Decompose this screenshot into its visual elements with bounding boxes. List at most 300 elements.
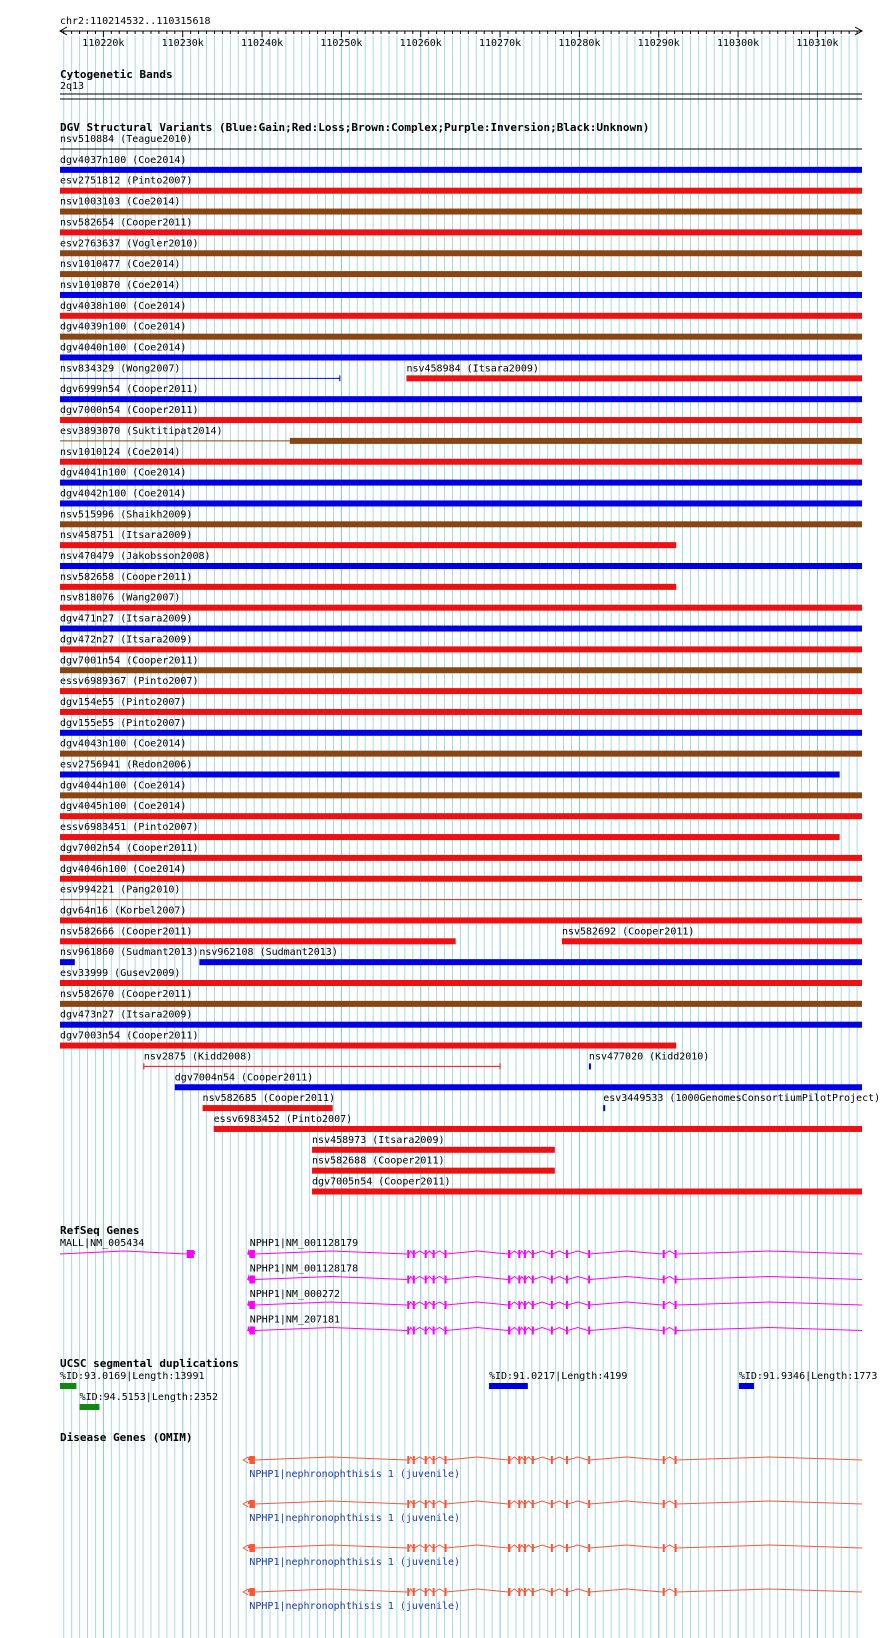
dgv-feature-label: dgv4043n100 (Coe2014) [60, 738, 187, 750]
dgv-feature-bar [60, 271, 862, 277]
omim-exon [551, 1500, 553, 1508]
dgv-feature-bar [60, 229, 862, 235]
ruler-tick-label: 110310k [796, 38, 839, 49]
dgv-feature-label: dgv6999n54 (Cooper2011) [60, 384, 199, 396]
ruler-tick-label: 110250k [320, 38, 363, 49]
dgv-feature[interactable] [60, 322, 862, 340]
omim-exon [663, 1500, 665, 1508]
omim-exon [532, 1500, 534, 1508]
omim-exon [407, 1500, 409, 1508]
dgv-feature[interactable] [60, 905, 862, 923]
dgv-feature-label: nsv818076 (Wang2007) [60, 592, 181, 604]
omim-exon [508, 1500, 510, 1508]
dgv-feature[interactable] [60, 280, 862, 298]
ruler-track [60, 16, 862, 49]
omim-exon [445, 1588, 447, 1596]
dgv-feature-label: nsv834329 (Wong2007) [60, 363, 181, 375]
dgv-feature-label: dgv155e55 (Pinto2007) [60, 717, 187, 729]
dgv-feature-label: dgv7005n54 (Cooper2011) [312, 1176, 451, 1188]
dgv-feature-label: dgv471n27 (Itsara2009) [60, 613, 193, 625]
omim-exon [425, 1544, 427, 1552]
omim-exon [425, 1588, 427, 1596]
refseq-exon [532, 1327, 534, 1335]
omim-gene[interactable] [243, 1588, 862, 1612]
omim-exon [518, 1500, 520, 1508]
refseq-exon [551, 1301, 553, 1309]
segdup-feature-bar [80, 1404, 100, 1410]
dgv-feature[interactable] [199, 947, 862, 965]
dgv-feature-label: dgv4044n100 (Coe2014) [60, 780, 187, 792]
refseq-exon [551, 1276, 553, 1284]
segdup-feature-label: %ID:93.0169|Length:13991 [60, 1371, 205, 1382]
refseq-exon [566, 1250, 568, 1258]
refseq-exon [518, 1301, 520, 1309]
dgv-feature[interactable] [589, 1051, 709, 1069]
refseq-track [60, 1224, 862, 1335]
omim-exon [524, 1544, 526, 1552]
dgv-title: DGV Structural Variants (Blue:Gain;Red:Loss;Brown:Complex;Purple:Inversion;Black:Unknown) [60, 121, 650, 134]
dgv-feature-bar [60, 626, 862, 632]
dgv-feature-label: nsv582685 (Cooper2011) [202, 1093, 336, 1105]
refseq-exon [508, 1276, 510, 1284]
refseq-exon [566, 1327, 568, 1335]
refseq-exon [508, 1327, 510, 1335]
refseq-exon [445, 1327, 447, 1335]
dgv-feature-label: nsv582666 (Cooper2011) [60, 926, 193, 938]
dgv-feature-label: dgv7001n54 (Cooper2011) [60, 655, 199, 667]
omim-exon [249, 1456, 255, 1464]
dgv-feature-bar [60, 792, 862, 798]
dgv-feature-label: dgv7004n54 (Cooper2011) [174, 1072, 314, 1084]
omim-exon [663, 1588, 665, 1596]
dgv-feature-label: nsv1003103 (Coe2014) [60, 196, 181, 208]
dgv-feature[interactable] [60, 697, 862, 715]
dgv-feature[interactable] [60, 1010, 862, 1028]
refseq-exon [675, 1250, 677, 1258]
refseq-exon [433, 1301, 435, 1309]
omim-exon [407, 1588, 409, 1596]
omim-exon [425, 1456, 427, 1464]
ruler-tick-label: 110260k [399, 38, 442, 49]
dgv-features [60, 134, 880, 1195]
dgv-feature-bar [175, 1084, 862, 1090]
omim-exon [445, 1456, 447, 1464]
refseq-exon [425, 1250, 427, 1258]
omim-exon [524, 1588, 526, 1596]
omim-exon [588, 1588, 590, 1596]
dgv-feature[interactable] [60, 363, 340, 381]
cytoband-title: Cytogenetic Bands [60, 68, 173, 81]
refseq-exon [663, 1250, 665, 1258]
dgv-feature-bar [60, 813, 862, 819]
dgv-feature-label: nsv961860 (Sudmant2013) [60, 947, 199, 959]
refseq-exon [588, 1250, 590, 1258]
dgv-feature[interactable] [203, 1093, 335, 1111]
dgv-feature-label: nsv582658 (Cooper2011) [60, 571, 193, 583]
omim-exon [433, 1456, 435, 1464]
dgv-feature-label: nsv2875 (Kidd2008) [143, 1051, 253, 1063]
refseq-exon [518, 1250, 520, 1258]
refseq-exon [524, 1276, 526, 1284]
refseq-exon [524, 1301, 526, 1309]
dgv-feature-label: nsv458973 (Itsara2009) [312, 1134, 445, 1146]
dgv-feature[interactable] [60, 843, 862, 861]
dgv-feature[interactable] [60, 739, 862, 757]
dgv-feature-bar [406, 375, 862, 381]
refseq-exon [532, 1301, 534, 1309]
dgv-feature-bar [60, 396, 862, 402]
dgv-feature-bar [199, 959, 862, 965]
dgv-feature-bar [214, 1126, 862, 1132]
dgv-feature-bar [60, 250, 862, 256]
ruler-tick-label: 110300k [717, 38, 760, 49]
dgv-feature[interactable] [60, 509, 862, 527]
dgv-feature[interactable] [60, 530, 676, 548]
segdup-feature-bar [489, 1383, 528, 1389]
dgv-feature-bar [60, 584, 676, 590]
dgv-feature[interactable] [60, 405, 862, 423]
dgv-feature-label: dgv4038n100 (Coe2014) [60, 300, 187, 312]
dgv-feature-bar [60, 167, 862, 173]
omim-exon [551, 1456, 553, 1464]
dgv-feature[interactable] [214, 1114, 862, 1132]
refseq-exon [663, 1276, 665, 1284]
dgv-feature-bar [60, 1001, 862, 1007]
dgv-feature-label: nsv582654 (Cooper2011) [60, 217, 193, 229]
omim-exon [425, 1500, 427, 1508]
dgv-feature[interactable] [60, 718, 862, 736]
ruler-tick-label: 110290k [637, 38, 680, 49]
omim-gene-label: NPHP1|nephronophthisis 1 (juvenile) [249, 1557, 461, 1568]
dgv-feature-bar [60, 1022, 862, 1028]
dgv-feature[interactable] [60, 801, 862, 819]
refseq-exon [413, 1301, 415, 1309]
dgv-feature-bar [312, 1189, 862, 1195]
dgv-feature[interactable] [60, 634, 862, 652]
dgv-feature[interactable] [60, 593, 862, 611]
omim-exon [445, 1500, 447, 1508]
omim-exon [433, 1588, 435, 1596]
dgv-feature[interactable] [60, 655, 862, 673]
refseq-gene-label: NPHP1|NM_001128178 [249, 1263, 359, 1275]
dgv-feature[interactable] [175, 1072, 862, 1090]
dgv-feature-label: dgv4040n100 (Coe2014) [60, 342, 187, 354]
dgv-feature[interactable] [60, 989, 862, 1007]
dgv-feature[interactable] [60, 468, 862, 486]
omim-track [60, 1431, 862, 1612]
omim-gene-label: NPHP1|nephronophthisis 1 (juvenile) [249, 1601, 461, 1612]
dgv-feature-label: nsv510884 (Teague2010) [60, 134, 193, 145]
omim-exon [508, 1544, 510, 1552]
omim-exon [551, 1544, 553, 1552]
dgv-feature-bar [60, 500, 862, 506]
omim-features [243, 1456, 862, 1612]
dgv-feature[interactable] [60, 780, 862, 798]
dgv-feature-label: nsv1010870 (Coe2014) [60, 279, 181, 291]
dgv-feature-label: dgv4041n100 (Coe2014) [60, 467, 187, 479]
dgv-feature-label: nsv1010477 (Coe2014) [60, 259, 181, 271]
refseq-exon [675, 1327, 677, 1335]
omim-exon [433, 1500, 435, 1508]
dgv-feature[interactable] [60, 676, 862, 694]
segdup-title: UCSC segmental duplications [60, 1357, 239, 1370]
refseq-gene-label: NPHP1|NM_000272 [249, 1289, 341, 1300]
omim-exon [675, 1588, 677, 1596]
omim-exon [588, 1544, 590, 1552]
dgv-feature-bar [60, 563, 862, 569]
refseq-exon [663, 1301, 665, 1309]
omim-exon [508, 1456, 510, 1464]
dgv-feature-bar [60, 1043, 676, 1049]
segdup-feature-label: %ID:91.9346|Length:1773 [738, 1371, 878, 1382]
dgv-feature-label: dgv154e55 (Pinto2007) [60, 696, 187, 708]
omim-exon [413, 1456, 415, 1464]
dgv-feature-label: esv994221 (Pang2010) [60, 884, 181, 896]
dgv-feature-label: nsv477020 (Kidd2010) [588, 1051, 710, 1063]
refseq-exon [407, 1250, 409, 1258]
dgv-feature-bar [60, 313, 862, 319]
dgv-feature-bar [60, 709, 862, 715]
omim-exon [407, 1456, 409, 1464]
refseq-exon [433, 1250, 435, 1258]
refseq-gene-label: NPHP1|NM_207181 [249, 1314, 341, 1326]
dgv-feature-bar [60, 730, 862, 736]
dgv-feature-bar [60, 834, 840, 840]
refseq-exon [663, 1327, 665, 1335]
refseq-exon [508, 1301, 510, 1309]
omim-exon [518, 1456, 520, 1464]
refseq-exon [566, 1301, 568, 1309]
refseq-exon [551, 1250, 553, 1258]
dgv-feature-label: dgv472n27 (Itsara2009) [60, 634, 193, 646]
refseq-exon [588, 1327, 590, 1335]
dgv-feature[interactable] [60, 1031, 676, 1049]
refseq-title: RefSeq Genes [60, 1224, 140, 1237]
dgv-feature-label: nsv458751 (Itsara2009) [60, 530, 193, 542]
ruler-position: chr2:110214532..110315618 [60, 16, 211, 27]
dgv-feature[interactable] [60, 864, 862, 882]
omim-exon [445, 1544, 447, 1552]
omim-exon [566, 1500, 568, 1508]
omim-gene[interactable] [243, 1544, 862, 1568]
cytoband-label: 2q13 [60, 81, 85, 92]
dgv-feature[interactable] [60, 238, 862, 256]
dgv-feature-label: dgv4046n100 (Coe2014) [60, 863, 187, 875]
dgv-feature[interactable] [60, 301, 862, 319]
dgv-feature[interactable] [60, 155, 862, 173]
refseq-exon [413, 1327, 415, 1335]
refseq-exon [425, 1276, 427, 1284]
dgv-feature-bar [60, 938, 456, 944]
dgv-feature[interactable] [60, 614, 862, 632]
dgv-feature-label: dgv4037n100 (Coe2014) [60, 154, 187, 166]
dgv-feature[interactable] [60, 176, 862, 194]
dgv-feature[interactable] [60, 426, 862, 444]
omim-gene[interactable] [243, 1456, 862, 1480]
refseq-exon [413, 1276, 415, 1284]
dgv-feature-label: dgv7002n54 (Cooper2011) [60, 842, 199, 854]
dgv-feature-bar [60, 855, 862, 861]
refseq-gene-label: NPHP1|NM_001128179 [249, 1238, 359, 1249]
omim-exon [551, 1588, 553, 1596]
omim-title: Disease Genes (OMIM) [60, 1431, 193, 1444]
dgv-feature[interactable] [60, 572, 676, 590]
refseq-exon [433, 1276, 435, 1284]
ruler-ticks [60, 27, 862, 49]
omim-exon [663, 1456, 665, 1464]
refseq-exon [518, 1327, 520, 1335]
refseq-exon [445, 1301, 447, 1309]
dgv-feature-bar [60, 209, 862, 215]
dgv-feature-label: nsv1010124 (Coe2014) [60, 446, 181, 458]
dgv-feature[interactable] [603, 1093, 880, 1111]
dgv-feature[interactable] [60, 968, 862, 986]
omim-exon [524, 1456, 526, 1464]
refseq-exon [524, 1250, 526, 1258]
omim-exon [249, 1500, 255, 1508]
refseq-gene-label: MALL|NM_005434 [60, 1238, 145, 1249]
omim-exon [532, 1456, 534, 1464]
dgv-feature-bar [60, 521, 862, 527]
dgv-feature[interactable] [60, 488, 862, 506]
dgv-feature-label: esv3449533 (1000GenomesConsortiumPilotProject) [603, 1093, 881, 1105]
dgv-feature-label: dgv4039n100 (Coe2014) [60, 321, 187, 333]
omim-exon [518, 1588, 520, 1596]
refseq-exon [532, 1276, 534, 1284]
refseq-exon [425, 1327, 427, 1335]
dgv-feature[interactable] [60, 259, 862, 277]
dgv-feature[interactable] [60, 551, 862, 569]
dgv-feature-bar [60, 876, 862, 882]
dgv-feature-label: essv6989367 (Pinto2007) [60, 676, 199, 688]
dgv-feature-bar [60, 688, 862, 694]
omim-exon [413, 1544, 415, 1552]
refseq-exon [588, 1276, 590, 1284]
dgv-feature[interactable] [60, 447, 862, 465]
dgv-feature-label: dgv4042n100 (Coe2014) [60, 488, 187, 500]
dgv-feature-label: dgv4045n100 (Coe2014) [60, 801, 187, 813]
segdup-feature[interactable] [739, 1371, 877, 1389]
refseq-exon [407, 1301, 409, 1309]
omim-gene-label: NPHP1|nephronophthisis 1 (juvenile) [249, 1513, 461, 1524]
dgv-feature[interactable] [60, 197, 862, 215]
omim-exon [433, 1544, 435, 1552]
dgv-feature-label: essv6983451 (Pinto2007) [60, 822, 199, 834]
omim-exon [518, 1544, 520, 1552]
dgv-feature-label: nsv470479 (Jakobsson2008) [60, 551, 211, 562]
dgv-feature[interactable] [312, 1135, 555, 1153]
dgv-feature-label: dgv473n27 (Itsara2009) [60, 1009, 193, 1021]
dgv-feature-bar [60, 355, 862, 361]
omim-exon [566, 1544, 568, 1552]
dgv-feature-label: esv3893070 (Suktitipat2014) [60, 425, 223, 437]
dgv-feature-bar [60, 646, 862, 652]
dgv-feature[interactable] [60, 885, 862, 900]
refseq-exon [425, 1301, 427, 1309]
dgv-feature-bar [60, 542, 676, 548]
omim-exon [532, 1544, 534, 1552]
segdup-feature-bar [60, 1383, 76, 1389]
segdup-feature[interactable] [80, 1392, 218, 1410]
refseq-exon [508, 1250, 510, 1258]
dgv-feature[interactable] [60, 134, 862, 149]
dgv-feature-bar [603, 1105, 605, 1111]
refseq-exon [566, 1276, 568, 1284]
omim-exon [407, 1544, 409, 1552]
refseq-exon [518, 1276, 520, 1284]
omim-exon [524, 1500, 526, 1508]
omim-exon [508, 1588, 510, 1596]
cytoband-track [60, 68, 862, 99]
dgv-feature-bar [60, 417, 862, 423]
dgv-feature[interactable] [60, 384, 862, 402]
dgv-feature-bar [562, 938, 862, 944]
dgv-feature-bar [60, 334, 862, 340]
dgv-feature-bar [60, 772, 840, 778]
omim-exon [663, 1544, 665, 1552]
dgv-feature[interactable] [312, 1156, 555, 1174]
ruler-tick-label: 110230k [161, 38, 204, 49]
dgv-feature[interactable] [60, 343, 862, 361]
refseq-exon [433, 1327, 435, 1335]
omim-exon [413, 1588, 415, 1596]
dgv-feature-label: dgv7003n54 (Cooper2011) [60, 1030, 199, 1042]
omim-exon [566, 1588, 568, 1596]
dgv-feature-bar [290, 438, 862, 444]
dgv-feature[interactable] [60, 947, 198, 965]
omim-gene[interactable] [243, 1500, 862, 1524]
ruler-tick-label: 110270k [478, 38, 522, 49]
dgv-feature-label: dgv7000n54 (Cooper2011) [60, 405, 199, 417]
refseq-exon [532, 1250, 534, 1258]
dgv-feature-label: esv2751812 (Pinto2007) [60, 175, 193, 187]
refseq-exon [445, 1250, 447, 1258]
dgv-feature-bar [60, 292, 862, 298]
refseq-exon [407, 1327, 409, 1335]
dgv-feature-label: esv2756941 (Redon2006) [60, 759, 193, 771]
omim-exon [249, 1588, 255, 1596]
dgv-feature-label: nsv458984 (Itsara2009) [406, 363, 539, 375]
omim-exon [532, 1588, 534, 1596]
omim-exon [675, 1544, 677, 1552]
segdup-feature[interactable] [489, 1371, 627, 1389]
dgv-feature-label: essv6983452 (Pinto2007) [213, 1113, 353, 1125]
ruler-tick-label: 110280k [558, 38, 601, 49]
refseq-exon [551, 1327, 553, 1335]
dgv-feature-bar [60, 980, 862, 986]
refseq-exon [187, 1250, 194, 1258]
dgv-feature[interactable] [60, 217, 862, 235]
dgv-feature-label: esv2763637 (Vogler2010) [60, 238, 199, 250]
dgv-feature-label: nsv515996 (Shaikh2009) [60, 509, 193, 521]
dgv-feature-bar [60, 751, 862, 757]
ruler-tick-label: 110220k [82, 38, 125, 49]
dgv-feature-bar [60, 605, 862, 611]
omim-exon [413, 1500, 415, 1508]
dgv-feature-bar [60, 959, 75, 965]
dgv-feature-label: nsv962108 (Sudmant2013) [199, 947, 338, 959]
dgv-feature-bar [60, 188, 862, 194]
dgv-feature-label: nsv582670 (Cooper2011) [60, 988, 193, 1000]
dgv-feature-label: esv33999 (Gusev2009) [60, 968, 181, 979]
dgv-feature[interactable] [144, 1051, 500, 1069]
refseq-exon [588, 1301, 590, 1309]
refseq-exon [445, 1276, 447, 1284]
dgv-feature-bar [589, 1063, 591, 1069]
dgv-feature-label: nsv582688 (Cooper2011) [312, 1155, 445, 1167]
dgv-feature[interactable] [60, 926, 456, 944]
refseq-exon [524, 1327, 526, 1335]
